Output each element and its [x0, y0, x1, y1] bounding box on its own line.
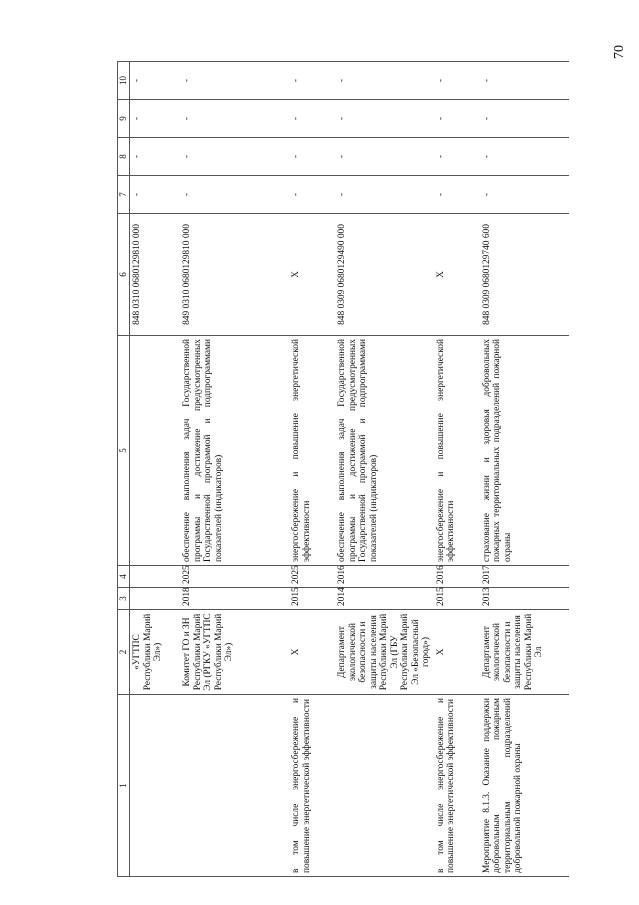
cell-col10: -: [130, 62, 181, 100]
col-header-4: 4: [118, 566, 130, 588]
cell-col9: -: [335, 100, 434, 138]
cell-col8: -: [289, 138, 335, 176]
cell-col10: -: [180, 62, 289, 100]
col-header-2: 2: [118, 610, 130, 695]
cell-start-year: 2018: [180, 588, 289, 610]
cell-start-year: 2014: [335, 588, 434, 610]
cell-budget-code: 848 0309 0680129490 000: [335, 214, 434, 336]
cell-executor: X: [434, 610, 480, 695]
cell-start-year: 2015: [434, 588, 480, 610]
cell-col10: -: [335, 62, 434, 100]
table-row: [289, 62, 335, 877]
cell-result: обеспечение выполнения задач Государственной программы и достижение предусмотренных Государственной программой и подпрограммами показателей (индикаторов): [180, 336, 289, 566]
cell-measure: [180, 695, 289, 877]
col-header-1: 1: [118, 695, 130, 877]
cell-executor: «УГТПС Республики Марий Эл»): [130, 610, 181, 695]
cell-result: страхование жизни и здоровья добровольных пожарных территориальных подразделений пожарной охраны: [480, 336, 569, 566]
table-row: [434, 62, 480, 877]
cell-start-year: 2013: [480, 588, 569, 610]
col-header-3: 3: [118, 588, 130, 610]
cell-end-year: 2016: [434, 566, 480, 588]
cell-measure: [335, 695, 434, 877]
cell-start-year: [130, 588, 181, 610]
measures-table: [117, 61, 569, 877]
cell-col7: -: [434, 176, 480, 214]
cell-end-year: 2017: [480, 566, 569, 588]
cell-col8: -: [130, 138, 181, 176]
page-number: 70: [612, 45, 627, 59]
cell-budget-code: 849 0310 0680129810 000: [180, 214, 289, 336]
col-header-8: 8: [118, 138, 130, 176]
cell-col9: -: [480, 100, 569, 138]
cell-budget-code: X: [289, 214, 335, 336]
col-header-9: 9: [118, 100, 130, 138]
cell-end-year: 2025: [289, 566, 335, 588]
table-row: [130, 62, 181, 877]
cell-col8: -: [180, 138, 289, 176]
cell-budget-code: 848 0309 0680129740 600: [480, 214, 569, 336]
cell-col8: -: [335, 138, 434, 176]
col-header-7: 7: [118, 176, 130, 214]
cell-col9: -: [130, 100, 181, 138]
cell-col10: -: [289, 62, 335, 100]
cell-col7: -: [289, 176, 335, 214]
cell-col9: -: [434, 100, 480, 138]
cell-col7: -: [130, 176, 181, 214]
table-row: [180, 62, 289, 877]
column-number-header-row: [118, 62, 130, 877]
cell-budget-code: 848 0310 0680129810 000: [130, 214, 181, 336]
cell-result: обеспечение выполнения задач Государственной программы и достижение предусмотренных Государственной программой и подпрограммами показателей (индикаторов): [335, 336, 434, 566]
cell-col7: -: [335, 176, 434, 214]
table-row: [480, 62, 569, 877]
cell-col7: -: [480, 176, 569, 214]
col-header-6: 6: [118, 214, 130, 336]
table-row: [335, 62, 434, 877]
cell-col10: -: [434, 62, 480, 100]
cell-measure: [130, 695, 181, 877]
cell-col9: -: [180, 100, 289, 138]
cell-executor: Департамент экологической безопасности и защиты населения Республики Марий Эл: [480, 610, 569, 695]
cell-measure: в том числе энергосбережение и повышение энергетической эффективности: [289, 695, 335, 877]
cell-budget-code: X: [434, 214, 480, 336]
cell-executor: Комитет ГО и ЗН Республики Марий Эл (РГКУ «УГТПС Республики Марий Эл»): [180, 610, 289, 695]
cell-col10: -: [480, 62, 569, 100]
cell-col8: -: [480, 138, 569, 176]
cell-end-year: 2025: [180, 566, 289, 588]
cell-executor: Департамент экологической безопасности и защиты населения Республики Марий Эл (ГБУ Республики Марий Эл «Безопасный город»): [335, 610, 434, 695]
cell-executor: X: [289, 610, 335, 695]
cell-col9: -: [289, 100, 335, 138]
cell-end-year: 2016: [335, 566, 434, 588]
col-header-10: 10: [118, 62, 130, 100]
cell-col8: -: [434, 138, 480, 176]
cell-col7: -: [180, 176, 289, 214]
cell-measure: в том числе энергосбережение и повышение энергетической эффективности: [434, 695, 480, 877]
cell-result: энергосбережение и повышение энергетической эффективности: [289, 336, 335, 566]
cell-result: [130, 336, 181, 566]
cell-measure: Мероприятие 8.1.3. Оказание поддержки добровольным пожарным территориальным подразделений добровольной пожарной охраны: [480, 695, 569, 877]
cell-start-year: 2015: [289, 588, 335, 610]
cell-end-year: [130, 566, 181, 588]
col-header-5: 5: [118, 336, 130, 566]
cell-result: энергосбережение и повышение энергетической эффективности: [434, 336, 480, 566]
